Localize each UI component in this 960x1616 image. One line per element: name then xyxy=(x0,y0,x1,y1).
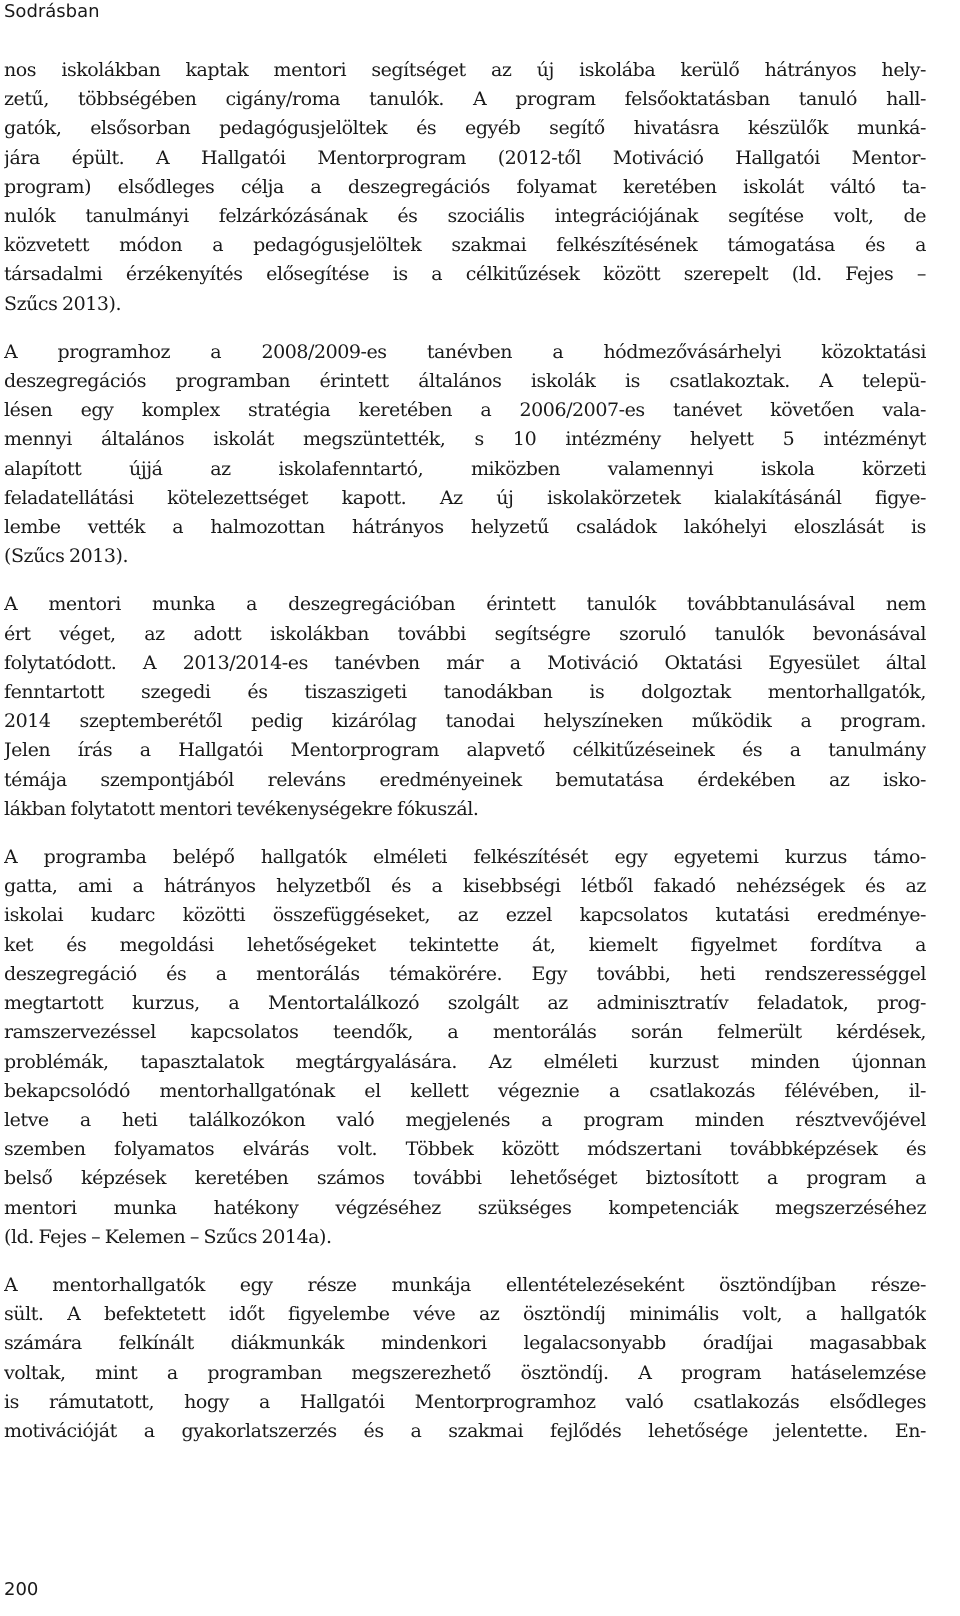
text-line: társadalmi érzékenyítés elősegítése is a célkitűzések között szerepelt (ld. Fejes – xyxy=(4,263,926,286)
text-line: A mentori munka a deszegregációban érintett tanulók továbbtanulásával nem xyxy=(4,593,926,616)
text-line: Szűcs 2013). xyxy=(4,292,122,315)
article-body xyxy=(4,56,926,1465)
text-line: deszegregáció és a mentorálás témakörére. Egy további, heti rendszerességgel xyxy=(4,962,926,985)
text-line: feladatellátási kötelezettséget kapott. Az új iskolakörzetek kialakításánál figye- xyxy=(4,486,926,509)
text-line: nos iskolákban kaptak mentori segítséget az új iskolába kerülő hátrányos hely- xyxy=(4,59,926,81)
text-line: motivációját a gyakorlatszerzés és a szakmai fejlődés lehetősége jelentette. En- xyxy=(4,1419,926,1442)
text-line: bekapcsolódó mentorhallgatónak el kellett végeznie a csatlakozás félévében, il- xyxy=(4,1079,926,1102)
text-line: jára épült. A Hallgatói Mentorprogram (2012-től Motiváció Hallgatói Mentor- xyxy=(4,146,926,169)
text-line: (ld. Fejes – Kelemen – Szűcs 2014a). xyxy=(4,1225,332,1248)
text-line: A programhoz a 2008/2009-es tanévben a hódmezővásárhelyi közoktatási xyxy=(4,340,926,363)
text-line: letve a heti találkozókon való megjelenés a program minden résztvevőjével xyxy=(4,1108,926,1131)
text-line: belső képzések keretében számos további lehetőséget biztosított a program a xyxy=(4,1167,926,1190)
text-line: program) elsődleges célja a deszegregációs folyamat keretében iskolát váltó ta- xyxy=(4,175,926,198)
paragraph-1 xyxy=(4,56,926,319)
text-line: lésen egy komplex stratégia keretében a 2006/2007-es tanévet követően vala- xyxy=(4,399,926,422)
text-line: problémák, tapasztalatok megtárgyalására. Az elméleti kurzust minden újonnan xyxy=(4,1050,926,1073)
text-line: megtartott kurzus, a Mentortalálkozó szolgált az adminisztratív feladatok, prog- xyxy=(4,992,926,1015)
text-line: fenntartott szegedi és tiszaszigeti tanodákban is dolgoztak mentorhallgatók, xyxy=(4,681,926,704)
text-line: közvetett módon a pedagógusjelöltek szakmai felkészítésének támogatása és a xyxy=(4,234,926,257)
paragraph-4 xyxy=(4,843,926,1252)
paragraph-3 xyxy=(4,590,926,824)
text-line: (Szűcs 2013). xyxy=(4,545,129,568)
text-line: A programba belépő hallgatók elméleti felkészítését egy egyetemi kurzus támo- xyxy=(4,846,926,869)
text-line: sült. A befektetett időt figyelembe véve az ösztöndíj minimális volt, a hallgatók xyxy=(4,1303,926,1326)
text-line: gatta, ami a hátrányos helyzetből és a kisebbségi létből fakadó nehézségek és az xyxy=(4,875,926,898)
text-line: iskolai kudarc közötti összefüggéseket, az ezzel kapcsolatos kutatási eredménye- xyxy=(4,904,926,927)
page-number: 200 xyxy=(4,1579,39,1600)
text-line: mennyi általános iskolát megszüntették, s 10 intézmény helyett 5 intézményt xyxy=(4,428,926,451)
paragraph-5 xyxy=(4,1271,926,1446)
text-line: lákban folytatott mentori tevékenységekre fókuszál. xyxy=(4,797,479,820)
text-line: szemben folyamatos elvárás volt. Többek között módszertani továbbképzések és xyxy=(4,1138,926,1161)
text-line: voltak, mint a programban megszerezhető ösztöndíj. A program hatáselemzése xyxy=(4,1361,926,1384)
text-line: is rámutatott, hogy a Hallgatói Mentorprogramhoz való csatlakozás elsődleges xyxy=(4,1390,926,1413)
text-line: folytatódott. A 2013/2014-es tanévben már a Motiváció Oktatási Egyesület által xyxy=(4,651,926,674)
running-header: Sodrásban xyxy=(4,1,100,22)
text-line: 2014 szeptemberétől pedig kizárólag tanodai helyszíneken működik a program. xyxy=(4,710,926,733)
text-line: lembe vették a halmozottan hátrányos helyzetű családok lakóhelyi eloszlását is xyxy=(4,516,926,539)
text-line: témája szempontjából releváns eredményeinek bemutatása érdekében az isko- xyxy=(4,768,926,791)
text-line: ket és megoldási lehetőségeket tekintette át, kiemelt figyelmet fordítva a xyxy=(4,933,926,956)
text-line: nulók tanulmányi felzárkózásának és szociális integrációjának segítése volt, de xyxy=(4,205,926,228)
paragraph-2 xyxy=(4,338,926,572)
text-line: Jelen írás a Hallgatói Mentorprogram alapvető célkitűzéseinek és a tanulmány xyxy=(4,739,926,762)
text-line: gatók, elsősorban pedagógusjelöltek és egyéb segítő hivatásra készülők munká- xyxy=(4,117,926,140)
text-line: A mentorhallgatók egy része munkája ellentételezéseként ösztöndíjban része- xyxy=(4,1273,926,1296)
text-line: ramszervezéssel kapcsolatos teendők, a mentorálás során felmerült kérdések, xyxy=(4,1021,926,1044)
text-line: mentori munka hatékony végzéséhez szükséges kompetenciák megszerzéséhez xyxy=(4,1196,926,1219)
text-line: számára felkínált diákmunkák mindenkori legalacsonyabb óradíjai magasabbak xyxy=(4,1332,926,1355)
text-line: alapított újjá az iskolafenntartó, miközben valamennyi iskola körzeti xyxy=(4,457,926,480)
text-line: deszegregációs programban érintett általános iskolák is csatlakoztak. A telepü- xyxy=(4,370,926,393)
text-line: ért véget, az adott iskolákban további segítségre szoruló tanulók bevonásával xyxy=(4,622,926,645)
text-line: zetű, többségében cigány/roma tanulók. A program felsőoktatásban tanuló hall- xyxy=(4,88,926,111)
